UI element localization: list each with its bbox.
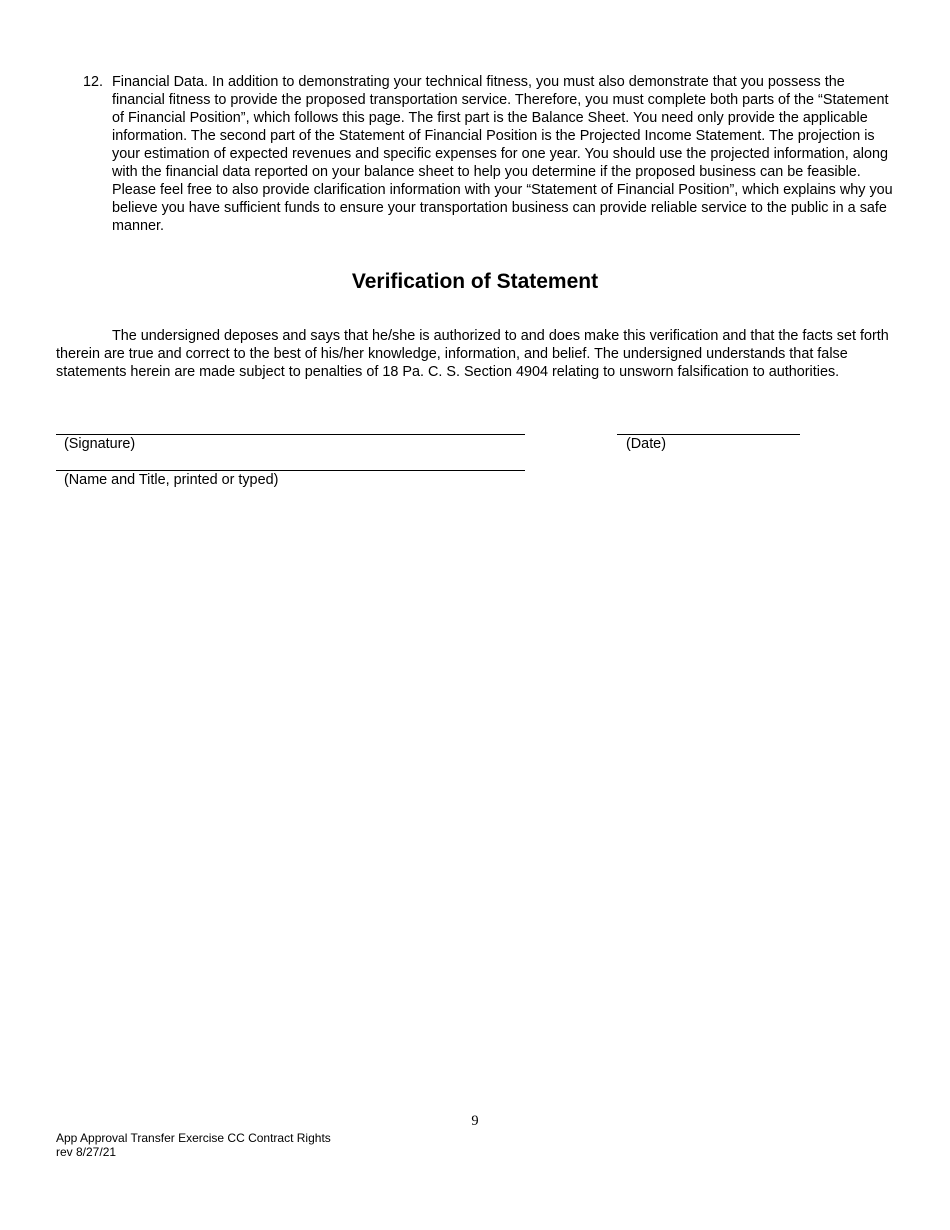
item-12-financial-data bbox=[83, 73, 898, 235]
date-label: (Date) bbox=[626, 436, 666, 452]
verification-heading: Verification of Statement bbox=[351, 270, 599, 293]
item-number: 12. bbox=[83, 74, 104, 90]
footer-document-title: App Approval Transfer Exercise CC Contract Rights bbox=[56, 1131, 331, 1145]
name-title-label: (Name and Title, printed or typed) bbox=[64, 472, 279, 488]
signature-label: (Signature) bbox=[64, 436, 136, 452]
page-number: 9 bbox=[471, 1113, 479, 1129]
item-12-text: Financial Data. In addition to demonstrating your technical fitness, you must also demonstrate that you possess the financial fitness to provide the proposed transportation service. Therefore, you must complete both parts of the “Statement of Financial Position”, which follows this page. The first part is the Balance Sheet. You need only provide the applicable information. The second part of the Statement of Financial Position is the Projected Income Statement. The projection is your estimation of expected revenues and specific expenses for one year. You should use the projected information, along with the financial data reported on your balance sheet to help you determine if the proposed business can be feasible. Please feel free to also provide clarification information with your “Statement of Financial Position”, which explains why you believe you have sufficient funds to ensure your transportation business can provide reliable service to the public in a safe manner. bbox=[112, 74, 893, 234]
verification-statement-text: The undersigned deposes and says that he/she is authorized to and does make this verification and that the facts set forth therein are true and correct to the best of his/her knowledge, information, and belief. The undersigned understands that false statements herein are made subject to penalties of 18 Pa. C. S. Section 4904 relating to unsworn falsification to authorities. bbox=[56, 328, 889, 380]
footer-revision-date: rev 8/27/21 bbox=[56, 1145, 117, 1159]
